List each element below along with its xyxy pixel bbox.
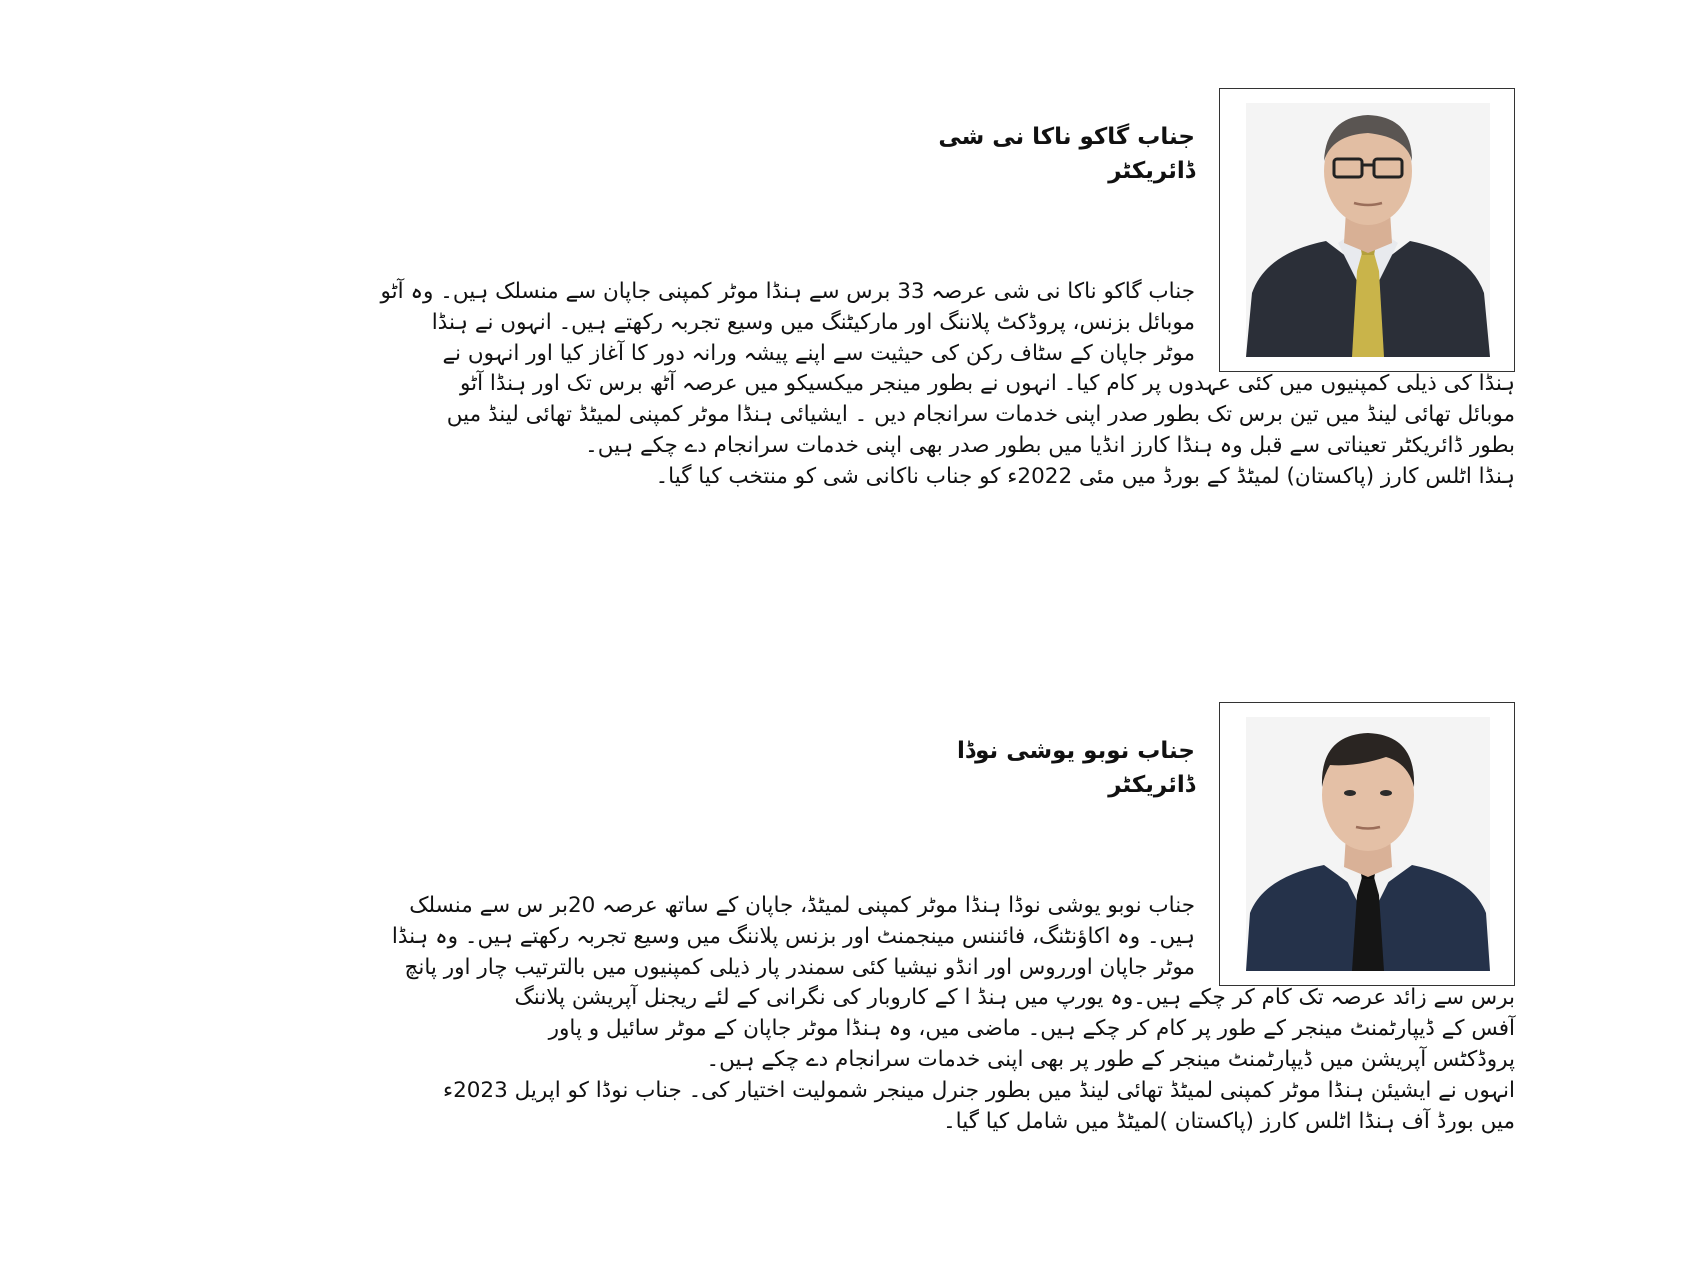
director-name: جناب نوبو یوشی نوڈا (957, 738, 1195, 764)
bio-paragraph-full-width (195, 982, 1515, 1137)
bio-line: بطور ڈائریکٹر تعیناتی سے قبل وہ ہنڈا کارز انڈیا میں بطور صدر بھی اپنی خدمات سرانجام دے چکے ہیں۔ (585, 433, 1515, 458)
portrait-yellow-tie-image (1246, 103, 1490, 357)
bio-closing-line: میں بورڈ آف ہنڈا اٹلس کارز (پاکستان )لمیٹڈ میں شامل کیا گیا۔ (943, 1109, 1515, 1134)
bio-line: جناب نوبو یوشی نوڈا ہنڈا موٹر کمپنی لمیٹڈ، جاپان کے ساتھ عرصہ 20بر س سے منسلک (409, 893, 1195, 918)
director-photo-frame (1219, 88, 1515, 372)
director-name: جناب گاکو ناکا نی شی (938, 124, 1195, 150)
director-portrait-photo (1246, 103, 1490, 357)
director-title: ڈائریکٹر (1108, 158, 1195, 184)
director-portrait-photo (1246, 717, 1490, 971)
bio-line: موٹر جاپان کے سٹاف رکن کی حیثیت سے اپنے پیشہ ورانہ دور کا آغاز کیا اور انہوں نے (442, 341, 1195, 366)
bio-closing-line: ہنڈا اٹلس کارز (پاکستان) لمیٹڈ کے بورڈ میں مئی 2022ء کو جناب ناکانی شی کو منتخب کیا گیا۔ (655, 464, 1515, 489)
director-heading (938, 120, 1195, 188)
bio-line: ہنڈا کی ذیلی کمپنیوں میں کئی عہدوں پر کام کیا۔ انہوں نے بطور مینجر میکسیکو میں عرصہ آٹھ برس تک اور ہنڈا آٹو (459, 371, 1515, 396)
bio-paragraph-full-width (195, 368, 1515, 492)
bio-paragraph-beside-photo (205, 890, 1195, 983)
portrait-black-tie-image (1246, 717, 1490, 971)
bio-paragraph-beside-photo (205, 276, 1195, 369)
director-title: ڈائریکٹر (1108, 772, 1195, 798)
bio-line: موبائل تھائی لینڈ میں تین برس تک بطور صدر اپنی خدمات سرانجام دیں ۔ ایشیائی ہنڈا موٹر کمپنی لمیٹڈ تھائی لینڈ میں (446, 402, 1515, 427)
director-photo-frame (1219, 702, 1515, 986)
bio-line: ہیں۔ وہ اکاؤنٹنگ، فائننس مینجمنٹ اور بزنس پلاننگ میں وسیع تجربہ رکھتے ہیں۔ وہ ہنڈا (391, 924, 1195, 949)
bio-line: جناب گاکو ناکا نی شی عرصہ 33 برس سے ہنڈا موٹر کمپنی جاپان سے منسلک ہیں۔ وہ آٹو (380, 279, 1195, 304)
bio-line: پروڈکٹس آپریشن میں ڈیپارٹمنٹ مینجر کے طور پر بھی اپنی خدمات سرانجام دے چکے ہیں۔ (706, 1047, 1515, 1072)
bio-line: موٹر جاپان اورروس اور انڈو نیشیا کئی سمندر پار ذیلی کمپنیوں میں بالترتیب چار اور پانچ (404, 955, 1195, 980)
bio-line: انہوں نے ایشیئن ہنڈا موٹر کمپنی لمیٹڈ تھائی لینڈ میں بطور جنرل مینجر شمولیت اختیار کی۔ جناب نوڈا کو اپریل 2023ء (442, 1078, 1515, 1103)
bio-line: موبائل بزنس، پروڈکٹ پلاننگ اور مارکیٹنگ میں وسیع تجربہ رکھتے ہیں۔ انہوں نے ہنڈا (431, 310, 1195, 335)
bio-line: برس سے زائد عرصہ تک کام کر چکے ہیں۔وہ یورپ میں ہنڈ ا کے کاروبار کی نگرانی کے لئے ریجنل آپریشن پلاننگ (514, 985, 1515, 1010)
bio-line: آفس کے ڈیپارٹمنٹ مینجر کے طور پر کام کر چکے ہیں۔ ماضی میں، وہ ہنڈا موٹر جاپان کے موٹر سائیل و پاور (548, 1016, 1515, 1041)
director-heading (957, 734, 1195, 802)
